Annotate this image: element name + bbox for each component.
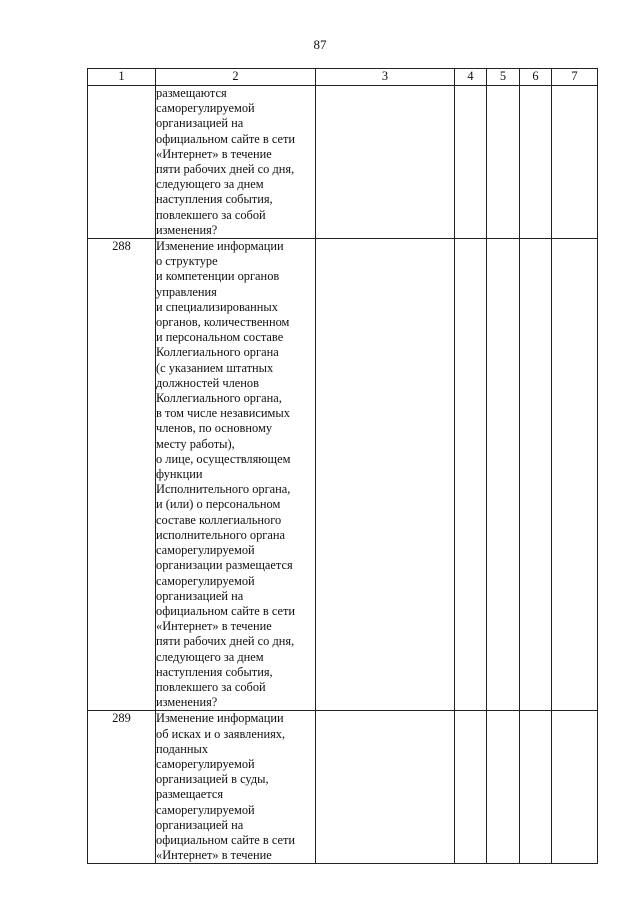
mark-cell <box>552 239 598 711</box>
mark-cell <box>487 86 520 239</box>
column-header-7: 7 <box>552 69 598 86</box>
mark-cell <box>552 711 598 864</box>
column-header-1: 1 <box>88 69 156 86</box>
mark-cell <box>552 86 598 239</box>
answer-cell <box>316 86 455 239</box>
table-row <box>88 239 598 711</box>
question-text: размещаются саморегулируемой организацией на официальном сайте в сети «Интернет» в течение пяти рабочих дней со дня, следующего за днем наступления события, повлекшего за собой изменения? <box>156 86 316 239</box>
mark-cell <box>455 711 487 864</box>
row-number <box>88 86 156 239</box>
column-header-5: 5 <box>487 69 520 86</box>
questionnaire-table <box>87 68 598 864</box>
table-row <box>88 711 598 864</box>
table-header-row <box>88 69 598 86</box>
row-number: 288 <box>88 239 156 711</box>
page-number: 87 <box>313 37 327 52</box>
mark-cell <box>520 239 552 711</box>
column-header-4: 4 <box>455 69 487 86</box>
mark-cell <box>520 711 552 864</box>
question-text: Изменение информации об исках и о заявлениях, поданных саморегулируемой организацией в суды, размещается саморегулируемой организацией на официальном сайте в сети «Интернет» в течение <box>156 711 316 864</box>
mark-cell <box>520 86 552 239</box>
mark-cell <box>455 86 487 239</box>
answer-cell <box>316 239 455 711</box>
column-header-2: 2 <box>156 69 316 86</box>
mark-cell <box>487 239 520 711</box>
table-row <box>88 86 598 239</box>
row-number: 289 <box>88 711 156 864</box>
question-text: Изменение информации о структуре и компетенции органов управления и специализированных органов, количественном и персональном составе Коллегиального органа (с указанием штатных должностей членов Коллегиального органа, в том числе независимых членов, по основному месту работы), о лице, осуществляющем функции Исполнительного органа, и (или) о персональном составе коллегиального исполнительного органа саморегулируемой организации размещается саморегулируемой организацией на официальном сайте в сети «Интернет» в течение пяти рабочих дней со дня, следующего за днем наступления события, повлекшего за собой изменения? <box>156 239 316 711</box>
mark-cell <box>455 239 487 711</box>
answer-cell <box>316 711 455 864</box>
mark-cell <box>487 711 520 864</box>
column-header-3: 3 <box>316 69 455 86</box>
column-header-6: 6 <box>520 69 552 86</box>
